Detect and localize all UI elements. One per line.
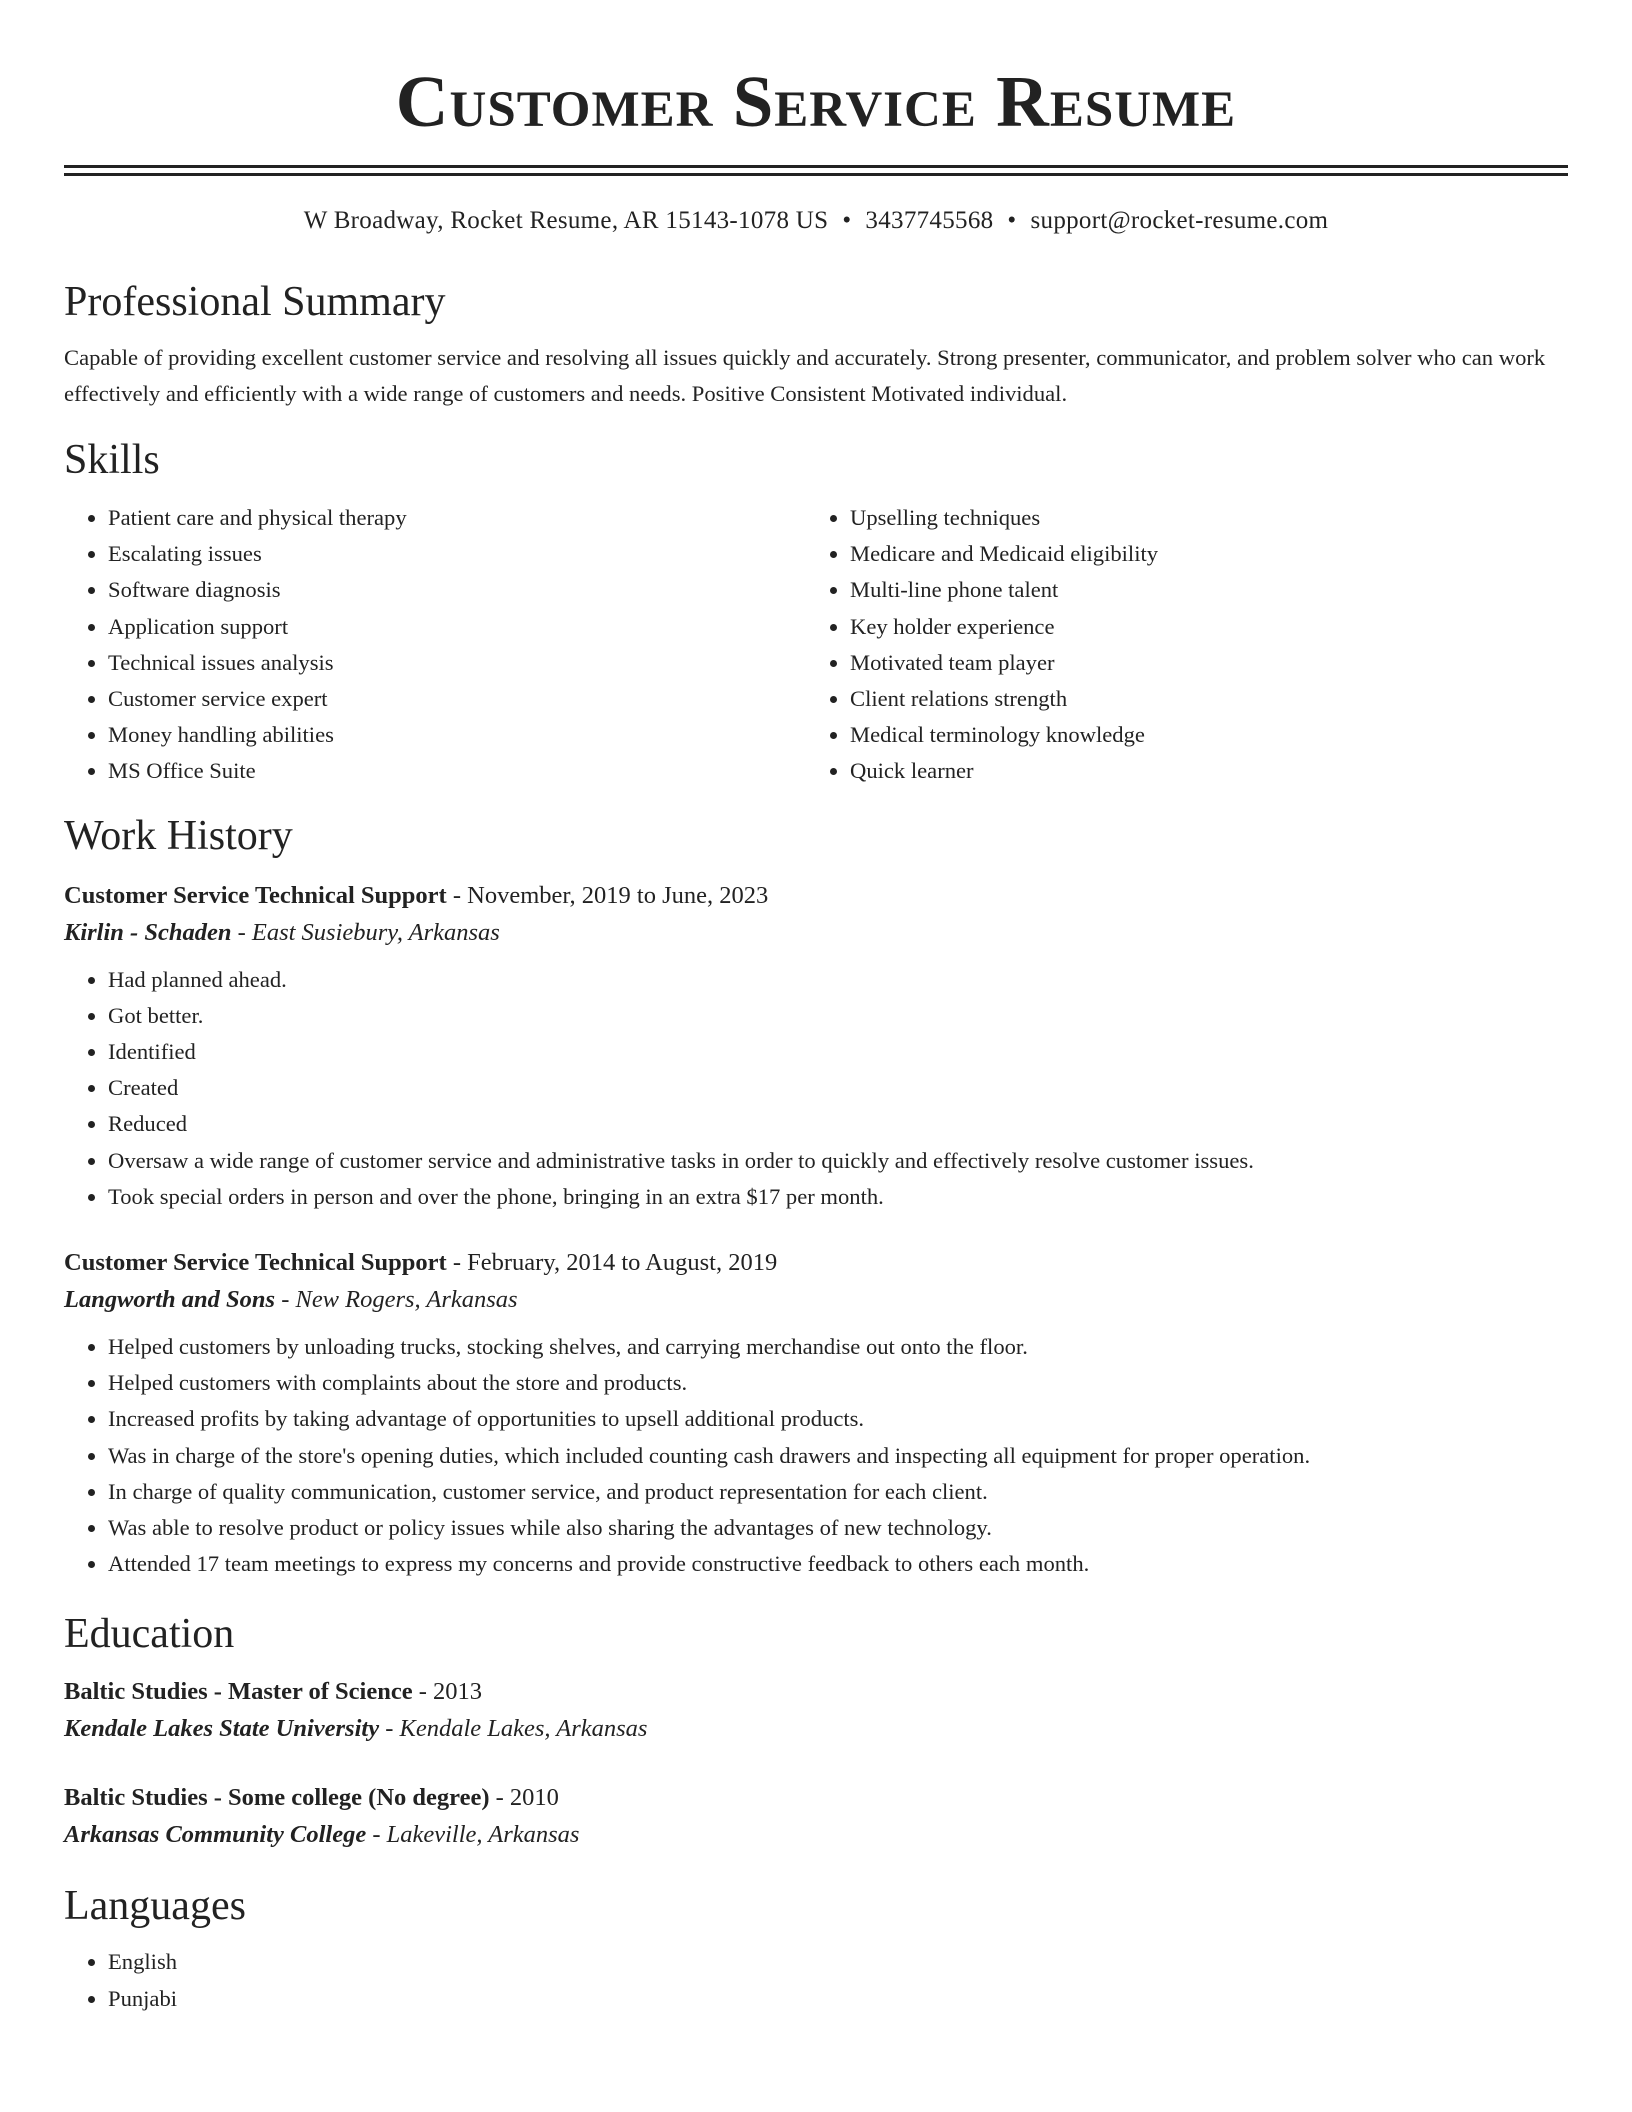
contact-line xyxy=(64,206,1568,236)
job-entry xyxy=(64,1245,1568,1582)
skill-item: • Technical issues analysis xyxy=(108,645,806,681)
school-name: Kendale Lakes State University xyxy=(64,1715,380,1743)
skills-list-right xyxy=(806,500,1548,790)
company-name: Langworth and Sons xyxy=(64,1286,276,1314)
skill-item: • MS Office Suite xyxy=(108,753,806,789)
degree-name: Baltic Studies - Master of Science xyxy=(64,1678,413,1706)
job-entry xyxy=(64,878,1568,1215)
contact-phone: 3437745568 xyxy=(865,207,994,234)
skill-item: • Money handling abilities xyxy=(108,717,806,753)
job-bullet: • Attended 17 team meetings to express my concerns and provide constructive feedback to others each month. xyxy=(108,1546,1568,1582)
skill-item: • Software diagnosis xyxy=(108,572,806,608)
job-bullet: • Had planned ahead. xyxy=(108,962,1568,998)
skills-column-left xyxy=(64,500,806,790)
skill-item: • Customer service expert xyxy=(108,681,806,717)
degree-year: - 2010 xyxy=(489,1784,559,1812)
language-item: • English xyxy=(108,1944,1568,1980)
job-title: Customer Service Technical Support xyxy=(64,1249,447,1277)
skill-item: • Medicare and Medicaid eligibility xyxy=(850,536,1548,572)
summary-text: Capable of providing excellent customer service and resolving all issues quickly and accurately. Strong presenter, communicator, and problem solver who can work effectively and efficiently with a wide range of customers and needs. Positive Consistent Motivated individual. xyxy=(64,345,1546,406)
degree-line xyxy=(64,1780,1568,1816)
education-section xyxy=(64,1608,1568,1854)
work-history-heading: Work History xyxy=(64,812,293,859)
resume-title: Customer Service Resume xyxy=(395,61,1237,142)
skill-item: • Quick learner xyxy=(850,753,1548,789)
job-bullet: • In charge of quality communication, customer service, and product representation for each client. xyxy=(108,1474,1568,1510)
contact-separator: • xyxy=(1007,207,1017,234)
summary-heading: Professional Summary xyxy=(64,279,446,325)
title-divider-thick xyxy=(64,165,1568,168)
skill-item: • Multi-line phone talent xyxy=(850,572,1548,608)
job-title-line xyxy=(64,1245,1568,1281)
school-name: Arkansas Community College xyxy=(64,1821,367,1849)
skill-item: • Patient care and physical therapy xyxy=(108,500,806,536)
job-bullet: • Oversaw a wide range of customer service and administrative tasks in order to quickly and effectively resolve customer issues. xyxy=(108,1143,1568,1179)
job-bullet: • Created xyxy=(108,1070,1568,1106)
skills-section xyxy=(64,434,1568,790)
job-bullet: • Took special orders in person and over the phone, bringing in an extra $17 per month. xyxy=(108,1179,1568,1215)
company-line xyxy=(64,1281,1568,1319)
degree-line xyxy=(64,1674,1568,1710)
school-line xyxy=(64,1710,1568,1748)
skills-grid xyxy=(64,500,1568,790)
languages-section xyxy=(64,1880,1568,2016)
company-location: - East Susiebury, Arkansas xyxy=(231,918,500,946)
title-divider-thin xyxy=(64,173,1568,176)
job-dates: - February, 2014 to August, 2019 xyxy=(446,1249,778,1277)
job-bullet: • Was in charge of the store's opening duties, which included counting cash drawers and inspecting all equipment for proper operation. xyxy=(108,1438,1568,1474)
company-line xyxy=(64,914,1568,952)
skill-item: • Medical terminology knowledge xyxy=(850,717,1548,753)
contact-email: support@rocket-resume.com xyxy=(1030,207,1329,234)
summary-section xyxy=(64,276,1568,412)
job-bullet: • Helped customers by unloading trucks, stocking shelves, and carrying merchandise out onto the floor. xyxy=(108,1329,1568,1365)
skill-item: • Motivated team player xyxy=(850,645,1548,681)
degree-year: - 2013 xyxy=(412,1678,483,1706)
work-history-section xyxy=(64,810,1568,1583)
school-line xyxy=(64,1816,1568,1854)
skill-item: • Application support xyxy=(108,609,806,645)
job-title: Customer Service Technical Support xyxy=(64,881,447,909)
job-bullet: • Helped customers with complaints about the store and products. xyxy=(108,1365,1568,1401)
school-location: - Kendale Lakes, Arkansas xyxy=(379,1715,648,1743)
education-entry xyxy=(64,1780,1568,1854)
degree-name: Baltic Studies - Some college (No degree) xyxy=(64,1784,490,1812)
language-item: • Punjabi xyxy=(108,1981,1568,2017)
skill-item: • Key holder experience xyxy=(850,609,1548,645)
contact-address: W Broadway, Rocket Resume, AR 15143-1078 US xyxy=(303,207,829,234)
languages-list xyxy=(64,1944,1568,2016)
skills-list-left xyxy=(64,500,806,790)
education-entry xyxy=(64,1674,1568,1748)
skills-column-right xyxy=(806,500,1548,790)
job-bullet-list xyxy=(64,1329,1568,1582)
skills-heading: Skills xyxy=(64,437,160,483)
skill-item: • Escalating issues xyxy=(108,536,806,572)
job-bullet: • Was able to resolve product or policy issues while also sharing the advantages of new technology. xyxy=(108,1510,1568,1546)
job-bullet: • Got better. xyxy=(108,998,1568,1034)
school-location: - Lakeville, Arkansas xyxy=(366,1821,580,1849)
company-location: - New Rogers, Arkansas xyxy=(275,1286,518,1314)
company-name: Kirlin - Schaden xyxy=(64,918,232,946)
skill-item: • Client relations strength xyxy=(850,681,1548,717)
job-dates: - November, 2019 to June, 2023 xyxy=(446,881,769,909)
skill-item: • Upselling techniques xyxy=(850,500,1548,536)
job-bullet: • Reduced xyxy=(108,1106,1568,1142)
job-title-line xyxy=(64,878,1568,914)
job-bullet-list xyxy=(64,962,1568,1215)
job-bullet: • Increased profits by taking advantage of opportunities to upsell additional products. xyxy=(108,1401,1568,1437)
languages-heading: Languages xyxy=(64,1883,246,1930)
contact-separator: • xyxy=(842,207,852,234)
education-heading: Education xyxy=(64,1611,235,1658)
job-bullet: • Identified xyxy=(108,1034,1568,1070)
